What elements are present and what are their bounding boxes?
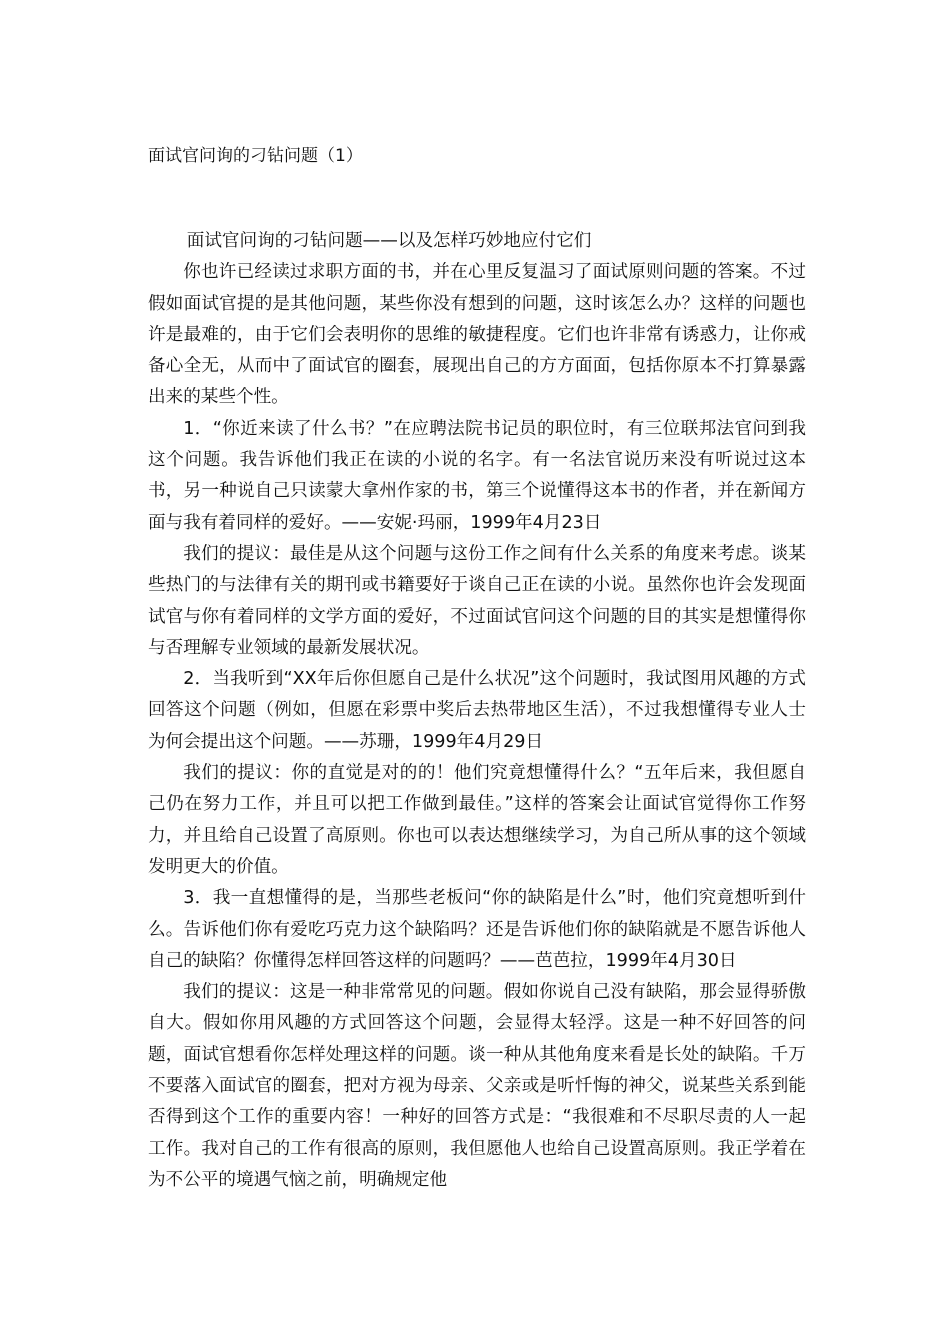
- paragraph-advice-3: 我们的提议：这是一种非常常见的问题。假如你说自己没有缺陷，那会显得骄傲自大。假如你用风趣的方式回答这个问题，会显得太轻浮。这是一种不好回答的问题，面试官想看你怎样处理这样的问题。谈一种从其他角度来看是长处的缺陷。千万不要落入面试官的圈套，把对方视为母亲、父亲或是听忏悔的神父，说某些关系到能否得到这个工作的重要内容！一种好的回答方式是：“我很难和不尽职尽责的人一起工作。我对自己的工作有很高的原则，我但愿他人也给自己设置高原则。我正学着在为不公平的境遇气恼之前，明确规定他: [148, 982, 806, 1190]
- paragraph-question-2: 2．当我听到“XX年后你但愿自己是什么状况”这个问题时，我试图用风趣的方式回答这个问题（例如，但愿在彩票中奖后去热带地区生活），不过我想懂得专业人士为何会提出这个问题。——苏珊，1999年4月29日: [148, 669, 806, 752]
- document-subtitle: 面试官问询的刁钻问题——以及怎样巧妙地应付它们: [186, 231, 592, 251]
- document-body: [148, 226, 806, 1196]
- paragraph-question-1: 1．“你近来读了什么书？”在应聘法院书记员的职位时，有三位联邦法官问到我这个问题。我告诉他们我正在读的小说的名字。有一名法官说历来没有听说过这本书，另一种说自己只读蒙大拿州作家的书，第三个说懂得这本书的作者，并在新闻方面与我有着同样的爱好。——安妮·玛丽，1999年4月23日: [148, 418, 806, 533]
- paragraph-intro: 你也许已经读过求职方面的书，并在心里反复温习了面试原则问题的答案。不过假如面试官提的是其他问题，某些你没有想到的问题，这时该怎么办？这样的问题也许是最难的，由于它们会表明你的思维的敏捷程度。它们也许非常有诱惑力，让你戒备心全无，从而中了面试官的圈套，展现出自己的方方面面，包括你原本不打算暴露出来的某些个性。: [148, 262, 806, 408]
- paragraph-advice-2: 我们的提议：你的直觉是对的的！他们究竟想懂得什么？“五年后来，我但愿自己仍在努力工作，并且可以把工作做到最佳。”这样的答案会让面试官觉得你工作努力，并且给自己设置了高原则。你也可以表达想继续学习，为自己所从事的这个领域发明更大的价值。: [148, 763, 806, 877]
- paragraph-advice-1: 我们的提议：最佳是从这个问题与这份工作之间有什么关系的角度来考虑。谈某些热门的与法律有关的期刊或书籍要好于谈自己正在读的小说。虽然你也许会发现面试官与你有着同样的文学方面的爱好，不过面试官问这个问题的目的其实是想懂得你与否理解专业领域的最新发展状况。: [148, 543, 806, 658]
- document-title: 面试官问询的刁钻问题（1）: [148, 146, 363, 166]
- paragraph-question-3: 3．我一直想懂得的是，当那些老板问“你的缺陷是什么”时，他们究竟想听到什么。告诉他们你有爱吃巧克力这个缺陷吗？还是告诉他们你的缺陷就是不愿告诉他人自己的缺陷？你懂得怎样回答这样的问题吗？——芭芭拉，1999年4月30日: [148, 888, 806, 971]
